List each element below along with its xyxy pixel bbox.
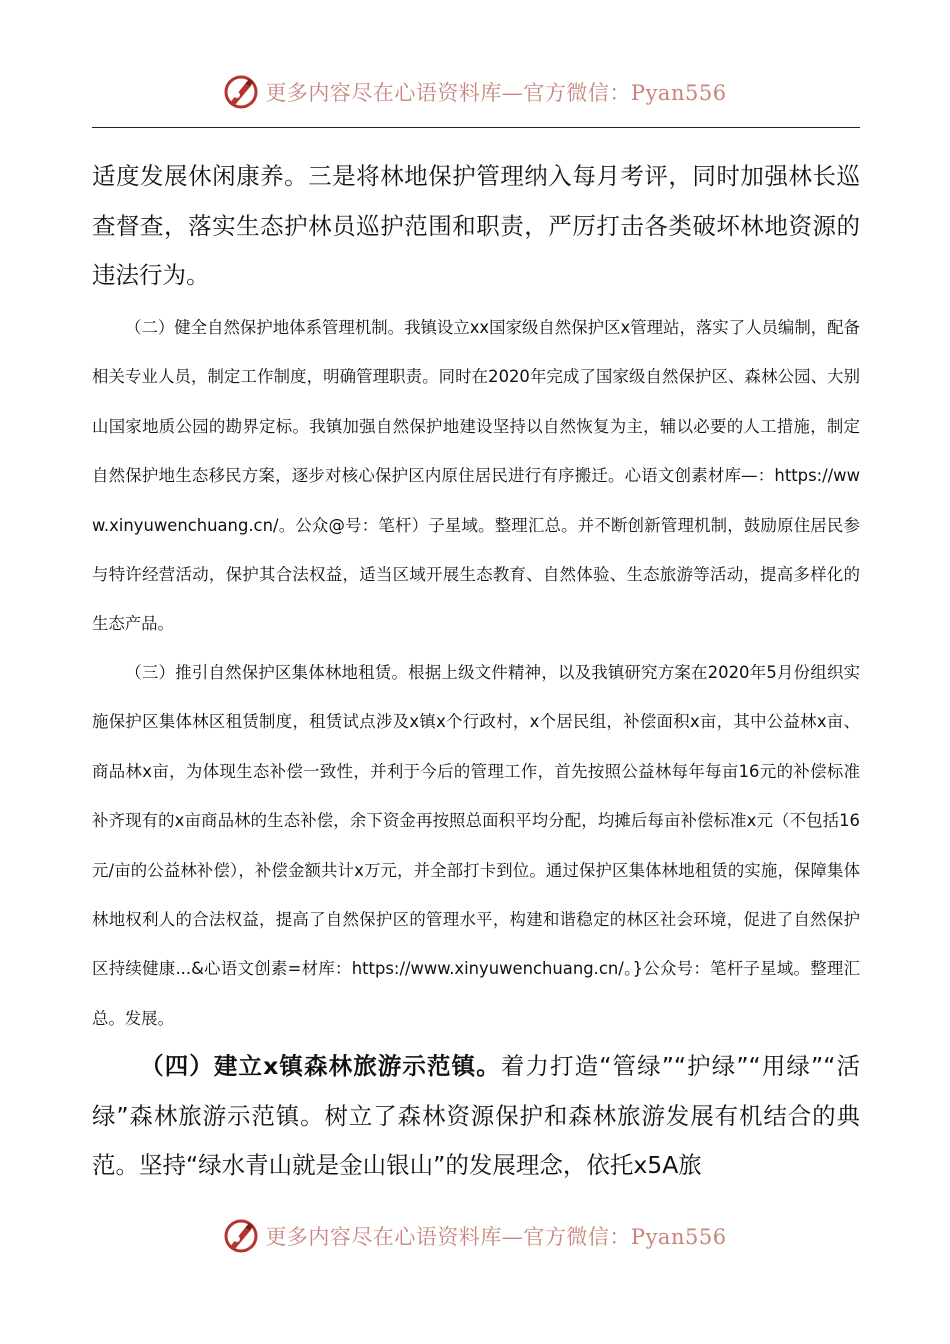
paragraph-3: [92, 648, 860, 1043]
paragraph-4-heading: （四）建立x镇森林旅游示范镇。: [139, 1052, 501, 1080]
paragraph-2-text: （二）健全自然保护地体系管理机制。我镇设立xx国家级自然保护区x管理站，落实了人员编制，配备相关专业人员，制定工作制度，明确管理职责。同时在2020年完成了国家级自然保护区、森林公园、大别山国家地质公园的勘界定标。我镇加强自然保护地建设坚持以自然恢复为主，辅以必要的人工措施，制定自然保护地生态移民方案，逐步对核心保护区内原住居民进行有序搬迁。心语文创素材库—：https://www.xinyuwenchuang.cn/。公众@号：笔杆）子星域。整理汇总。并不断创新管理机制，鼓励原住居民参与特许经营活动，保护其合法权益，适当区域开展生态教育、自然体验、生态旅游等活动，提高多样化的生态产品。: [92, 318, 860, 634]
footer-banner: [0, 1214, 950, 1258]
paragraph-1: 适度发展休闲康养。三是将林地保护管理纳入每月考评，同时加强林长巡查督查，落实生态护林员巡护范围和职责，严厉打击各类破坏林地资源的违法行为。: [92, 162, 860, 289]
paragraph-2: [92, 303, 860, 649]
paragraph-3-text: （三）推引自然保护区集体林地租赁。根据上级文件精神，以及我镇研究方案在2020年5月份组织实施保护区集体林区租赁制度，租赁试点涉及x镇x个行政村，x个居民组，补偿面积x亩，其中公益林x亩、商品林x亩，为体现生态补偿一致性，并利于今后的管理工作，首先按照公益林每年每亩16元的补偿标准补齐现有的x亩商品林的生态补偿，余下资金再按照总面积平均分配，均摊后每亩补偿标准x元（不包括16元/亩的公益林补偿），补偿金额共计x万元，并全部打卡到位。通过保护区集体林地租赁的实施，保障集体林地权利人的合法权益，提高了自然保护区的管理水平，构建和谐稳定的林区社会环境，促进了自然保护区持续健康...&心语文创素=材库：https://www.xinyuwenchuang.cn/。}公众号：笔杆子星域。整理汇总。发展。: [92, 663, 860, 1028]
pen-circle-logo-icon: [223, 1218, 259, 1254]
footer-banner-text: 更多内容尽在心语资料库—官方微信：Pyan556: [265, 1225, 727, 1249]
pen-circle-logo-icon: [223, 74, 259, 110]
header-divider: [92, 127, 860, 128]
paragraph-4-text: 着力打造“管绿”“护绿”“用绿”“活绿”森林旅游示范镇。树立了森林资源保护和森林旅游发展有机结合的典范。坚持“绿水青山就是金山银山”的发展理念，依托x5A旅: [92, 1052, 860, 1179]
header-banner-text: 更多内容尽在心语资料库—官方微信：Pyan556: [265, 81, 727, 105]
paragraph-4: [92, 1042, 860, 1191]
header-banner: [0, 70, 950, 114]
